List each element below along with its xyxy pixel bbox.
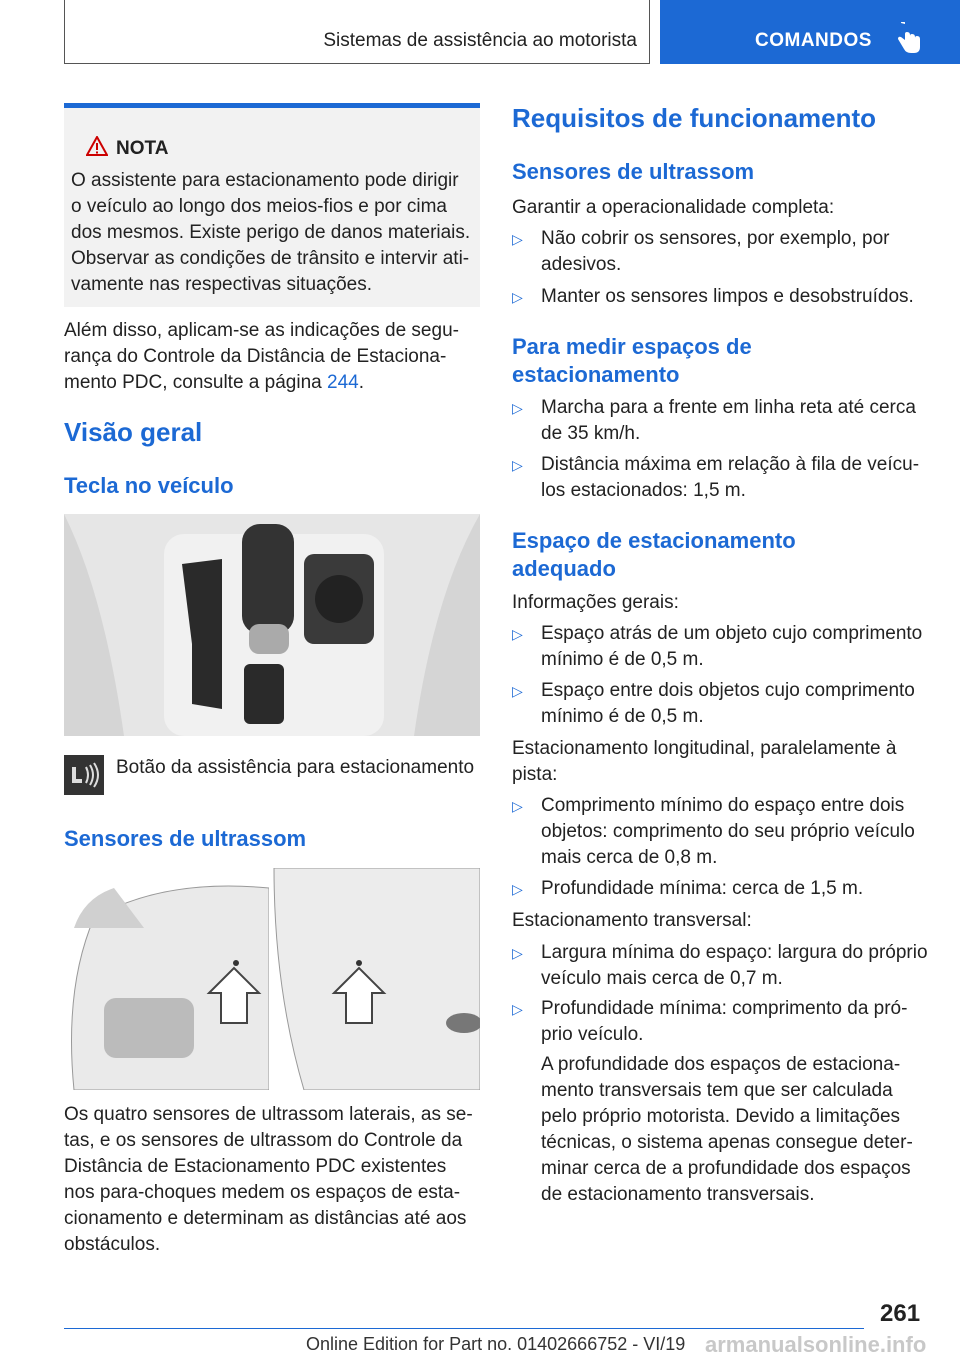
warning-triangle-icon [86, 136, 108, 156]
pointing-hand-icon [896, 22, 922, 56]
chapter-tab[interactable] [660, 0, 960, 64]
bumper-sensors-photo [64, 868, 480, 1090]
heading-requirements: Requisitos de funcionamento [512, 103, 877, 133]
transversal-note: A profundidade dos espaços de estaciona- mento transversais tem que ser calculada pelo próprio motorista. Devido a limitações técnicas, o sistema apenas consegue deter- minar cerca de a profundidade dos espaços de estacionamento transversais. [541, 1054, 913, 1205]
page-number: 261 [880, 1300, 921, 1327]
sensors-paragraph: Os quatro sensores de ultrassom laterais, as se- tas, e os sensores de ultrassom do Controle da Distância de Estacionamento PDC existentes nos para-choques medem os espaços de esta- cionamento e determinam as distâncias até aos obstáculos. [64, 1104, 473, 1255]
page-link[interactable]: 244 [327, 372, 359, 393]
general-info: Informações gerais: [512, 592, 679, 613]
footer-divider [64, 1328, 864, 1329]
note-text: O assistente para estacionamento pode dirigir o veículo ao longo dos meios-fios e por cima dos mesmos. Existe perigo de danos materiais. Observar as condições de trânsito e intervir ati- vamente nas respectivas situações. [71, 170, 471, 295]
intro-paragraph: Além disso, aplicam-se as indicações de segu- rança do Controle da Distância de Estaciona- mento PDC, consulte a página 244. [64, 320, 459, 393]
transversal-intro: Estacionamento transversal: [512, 910, 752, 931]
sensors-intro: Garantir a operacionalidade completa: [512, 197, 835, 218]
console-photo [64, 514, 480, 736]
warning-note [64, 103, 480, 307]
chapter-tab-label: COMANDOS [755, 30, 872, 51]
watermark: armanualsonline.info [705, 1332, 927, 1357]
note-title: NOTA [116, 138, 169, 159]
heading-suitable-space: Espaço de estacionamento adequado [512, 528, 796, 581]
heading-measure: Para medir espaços de estacionamento [512, 334, 752, 387]
heading-overview: Visão geral [64, 417, 203, 447]
parking-assistant-icon [64, 755, 104, 795]
heading-key-vehicle: Tecla no veículo [64, 473, 234, 498]
longitudinal-intro: Estacionamento longitudinal, paralelamente à pista: [512, 738, 897, 785]
section-title: Sistemas de assistência ao motorista [323, 30, 637, 51]
header-box [64, 0, 650, 64]
edition-text: Online Edition for Part no. 01402666752 - VI/19 [306, 1334, 686, 1354]
heading-sensors-left: Sensores de ultrassom [64, 826, 307, 851]
heading-sensors-right: Sensores de ultrassom [512, 159, 755, 184]
button-caption: Botão da assistência para estacionamento [116, 757, 475, 778]
